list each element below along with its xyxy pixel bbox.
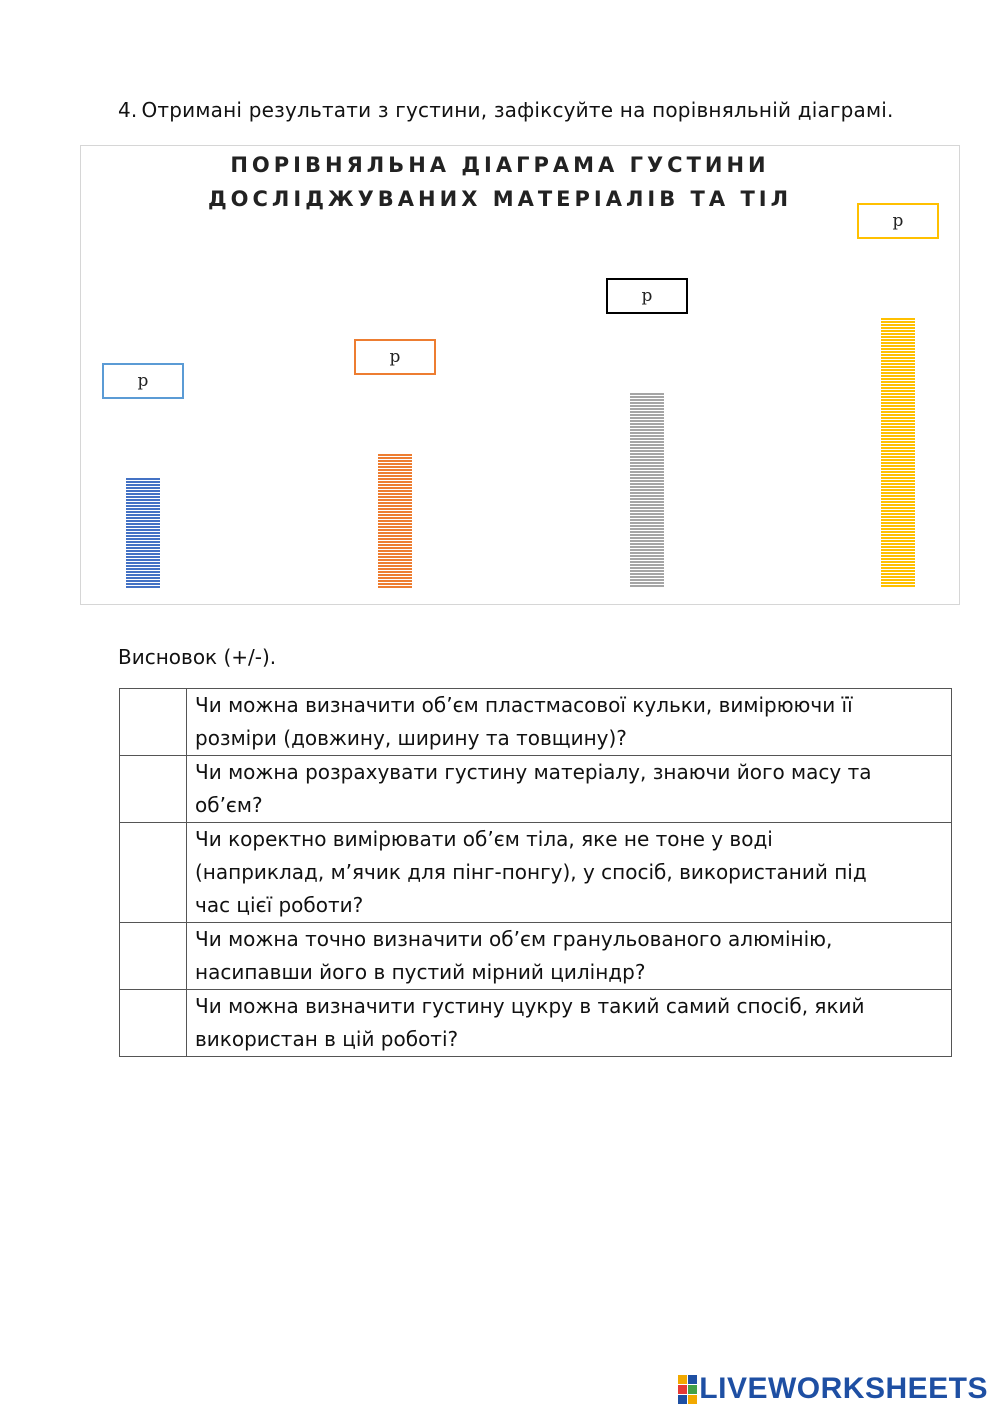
question-line: Чи можна визначити густину цукру в такий самий спосіб, який bbox=[195, 994, 865, 1018]
question-line: використан в цій роботі? bbox=[195, 1027, 459, 1051]
chart-title bbox=[0, 148, 1000, 216]
chart-bar-4 bbox=[881, 318, 915, 588]
task-number: 4. bbox=[118, 98, 138, 122]
task-instruction bbox=[118, 98, 894, 122]
conclusion-table bbox=[119, 688, 952, 1057]
conclusion-title: Висновок (+/-). bbox=[118, 645, 277, 669]
question-cell bbox=[187, 689, 952, 756]
answer-cell[interactable] bbox=[120, 990, 187, 1057]
question-cell bbox=[187, 756, 952, 823]
chart-bar-1 bbox=[126, 478, 160, 588]
chart-bar-2 bbox=[378, 454, 412, 588]
liveworksheets-watermark bbox=[678, 1372, 988, 1406]
chart-value-label-1[interactable]: p bbox=[102, 363, 184, 399]
conclusion-row bbox=[120, 689, 952, 756]
question-cell bbox=[187, 923, 952, 990]
conclusion-row bbox=[120, 990, 952, 1057]
question-line: (наприклад, м’ячик для пінг-понгу), у спосіб, використаний під bbox=[195, 860, 867, 884]
chart-value-label-2[interactable]: p bbox=[354, 339, 436, 375]
question-cell bbox=[187, 990, 952, 1057]
conclusion-row bbox=[120, 923, 952, 990]
conclusion-row bbox=[120, 823, 952, 923]
question-line: Чи можна точно визначити об’єм гранульованого алюмінію, bbox=[195, 927, 833, 951]
question-cell bbox=[187, 823, 952, 923]
question-line: Чи можна визначити об’єм пластмасової кульки, вимірюючи її bbox=[195, 693, 853, 717]
question-line: Чи коректно вимірювати об’єм тіла, яке не тоне у воді bbox=[195, 827, 773, 851]
answer-cell[interactable] bbox=[120, 689, 187, 756]
question-line: час цієї роботи? bbox=[195, 893, 364, 917]
question-line: Чи можна розрахувати густину матеріалу, знаючи його масу та bbox=[195, 760, 872, 784]
question-line: об’єм? bbox=[195, 793, 263, 817]
answer-cell[interactable] bbox=[120, 756, 187, 823]
liveworksheets-logo-icon bbox=[678, 1375, 697, 1404]
answer-cell[interactable] bbox=[120, 923, 187, 990]
answer-cell[interactable] bbox=[120, 823, 187, 923]
question-line: розміри (довжину, ширину та товщину)? bbox=[195, 726, 627, 750]
conclusion-row bbox=[120, 756, 952, 823]
task-text: Отримані результати з густини, зафіксуйте на порівняльній діаграмі. bbox=[141, 98, 894, 122]
watermark-text: LIVEWORKSHEETS bbox=[699, 1372, 988, 1405]
question-line: насипавши його в пустий мірний циліндр? bbox=[195, 960, 646, 984]
chart-bar-3 bbox=[630, 393, 664, 588]
chart-value-label-4[interactable]: p bbox=[857, 203, 939, 239]
chart-value-label-3[interactable]: p bbox=[606, 278, 688, 314]
chart-title-line-1: ПОРІВНЯЛЬНА ДІАГРАМА ГУСТИНИ bbox=[230, 153, 770, 177]
chart-title-line-2: ДОСЛІДЖУВАНИХ МАТЕРІАЛІВ ТА ТІЛ bbox=[207, 187, 793, 211]
